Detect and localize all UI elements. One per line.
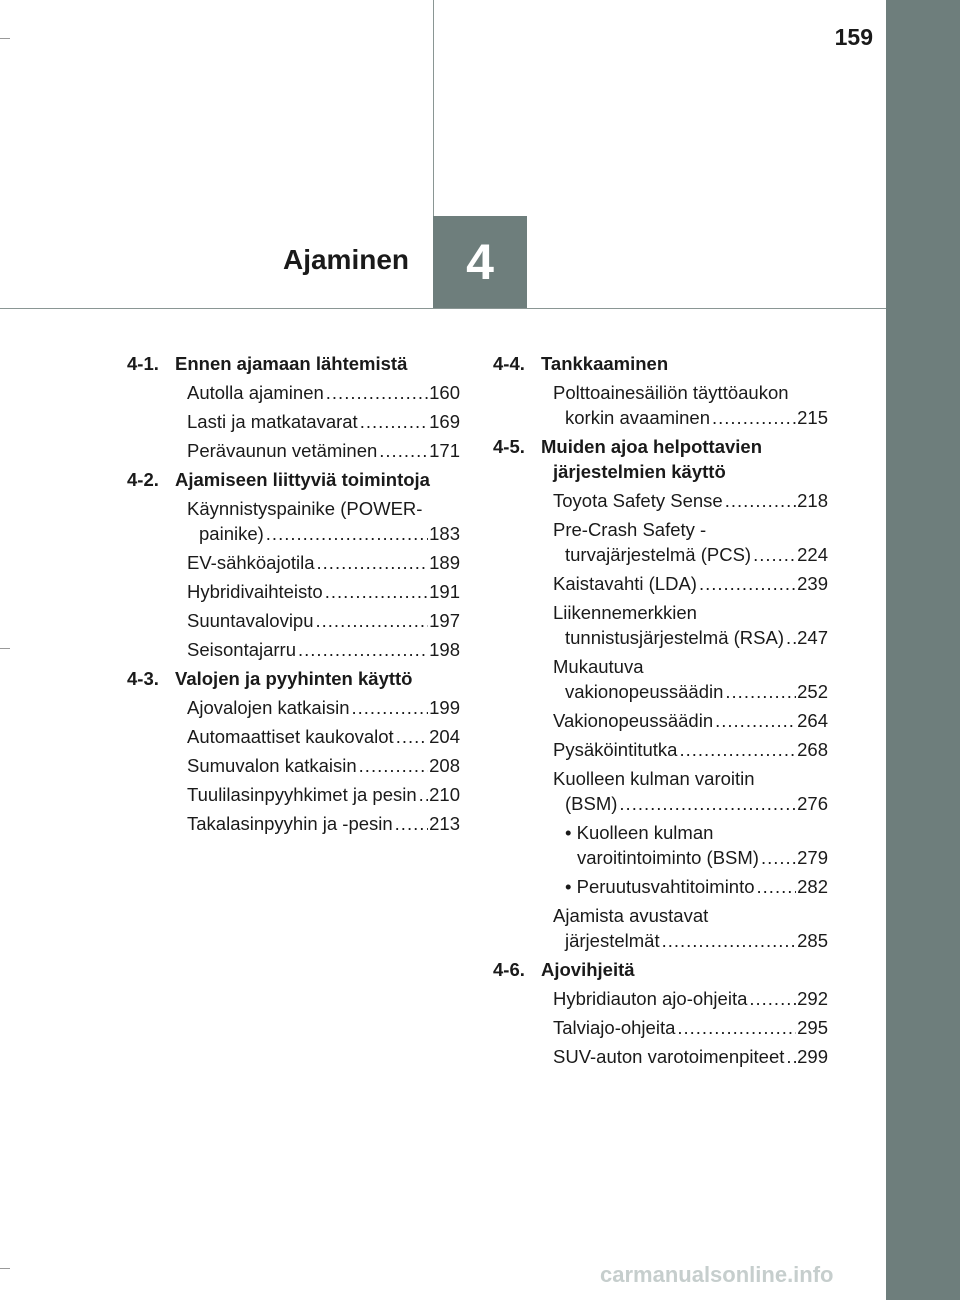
entry-page-number: 199: [429, 697, 460, 718]
toc-entry[interactable]: [493, 600, 828, 650]
entry-page-number: 264: [797, 710, 828, 731]
toc-entry[interactable]: [493, 488, 828, 513]
section-heading[interactable]: [127, 351, 460, 376]
section-number: 4-2.: [127, 469, 159, 490]
crop-mark: [0, 648, 10, 649]
page-number: 159: [834, 24, 873, 50]
entry-page-number: 218: [797, 490, 828, 511]
entry-title: Hybridivaihteisto .....: [187, 579, 428, 604]
entry-page-number: 213: [429, 813, 460, 834]
entry-page-number: 268: [797, 739, 828, 760]
section-title: Valojen ja pyyhinten käyttö: [175, 668, 413, 689]
toc-entry[interactable]: [493, 380, 828, 430]
entry-page-number: 285: [797, 930, 828, 951]
toc-section: [493, 434, 828, 953]
entry-page-number: 215: [797, 407, 828, 428]
section-number: 4-1.: [127, 353, 159, 374]
toc-entry[interactable]: [493, 1015, 828, 1040]
entry-page-number: 247: [797, 627, 828, 648]
crop-mark: [0, 1268, 10, 1269]
toc-column-right: [493, 351, 828, 1073]
toc-entry[interactable]: [493, 903, 828, 953]
section-heading[interactable]: [493, 351, 828, 376]
entry-title: Suuntavalovipu .....: [187, 608, 428, 633]
watermark: carmanualsonline.info: [600, 1262, 834, 1287]
toc-entry[interactable]: [493, 571, 828, 596]
entry-page-number: 204: [429, 726, 460, 747]
toc-entry[interactable]: [127, 579, 460, 604]
entry-page-number: 169: [429, 411, 460, 432]
toc-section: [127, 351, 460, 463]
section-number: 4-3.: [127, 668, 159, 689]
entry-page-number: 276: [797, 793, 828, 814]
toc-entry[interactable]: [493, 737, 828, 762]
entry-page-number: 171: [429, 440, 460, 461]
toc-entry[interactable]: [493, 1044, 828, 1069]
entry-page-number: 191: [429, 581, 460, 602]
chapter-title: Ajaminen: [282, 244, 409, 275]
entry-page-number: 295: [797, 1017, 828, 1038]
section-number: 4-4.: [493, 353, 525, 374]
entry-title: Kaistavahti (LDA) .....: [553, 571, 796, 596]
entry-page-number: 210: [429, 784, 460, 805]
entry-title: Takalasinpyyhin ja -pesin .....: [187, 811, 428, 836]
entry-title: Ajovalojen katkaisin .....: [187, 695, 428, 720]
entry-title: • Peruutusvahtitoiminto .....: [565, 874, 796, 899]
entry-title: Polttoainesäiliön täyttöaukon korkin avaaminen .....: [553, 380, 796, 430]
toc-section: [127, 467, 460, 662]
toc-entry[interactable]: [493, 517, 828, 567]
entry-page-number: 208: [429, 755, 460, 776]
entry-page-number: 183: [429, 523, 460, 544]
section-title: Ajovihjeitä: [541, 959, 635, 980]
toc-entry[interactable]: [493, 708, 828, 733]
section-number: 4-6.: [493, 959, 525, 980]
toc-column-left: [127, 351, 460, 840]
toc-entry[interactable]: [493, 874, 828, 899]
chapter-number-box: [433, 216, 527, 308]
entry-page-number: 239: [797, 573, 828, 594]
section-heading[interactable]: [127, 666, 460, 691]
entry-title: Autolla ajaminen .....: [187, 380, 428, 405]
toc-entry[interactable]: [127, 550, 460, 575]
entry-title: Pre-Crash Safety -turvajärjestelmä (PCS) .....: [553, 517, 796, 567]
toc-entry[interactable]: [493, 766, 828, 816]
entry-page-number: 160: [429, 382, 460, 403]
toc-entry[interactable]: [127, 782, 460, 807]
entry-title: Seisontajarru .....: [187, 637, 428, 662]
entry-title: Mukautuva vakionopeussäädin .....: [553, 654, 796, 704]
section-title: Ennen ajamaan lähtemistä: [175, 353, 408, 374]
section-heading[interactable]: [493, 434, 828, 484]
entry-title: EV-sähköajotila .....: [187, 550, 428, 575]
entry-page-number: 189: [429, 552, 460, 573]
section-heading[interactable]: [493, 957, 828, 982]
toc-entry[interactable]: [493, 986, 828, 1011]
section-title: Muiden ajoa helpottavien järjestelmien käyttö: [541, 436, 762, 482]
entry-title: Automaattiset kaukovalot .....: [187, 724, 428, 749]
entry-title: Liikennemerkkien tunnistusjärjestelmä (RSA) .....: [553, 600, 796, 650]
entry-page-number: 292: [797, 988, 828, 1009]
entry-page-number: 252: [797, 681, 828, 702]
entry-title: Pysäköintitutka .....: [553, 737, 796, 762]
toc-entry[interactable]: [127, 811, 460, 836]
toc-entry[interactable]: [127, 724, 460, 749]
toc-entry[interactable]: [127, 438, 460, 463]
toc-entry[interactable]: [127, 637, 460, 662]
entry-page-number: 299: [797, 1046, 828, 1067]
section-title: Tankkaaminen: [541, 353, 669, 374]
chapter-side-tab: [886, 0, 960, 1300]
entry-page-number: 279: [797, 847, 828, 868]
entry-title: Talviajo-ohjeita .....: [553, 1015, 796, 1040]
entry-title: Tuulilasinpyyhkimet ja pesin .....: [187, 782, 428, 807]
entry-title: Perävaunun vetäminen .....: [187, 438, 428, 463]
entry-page-number: 198: [429, 639, 460, 660]
divider-vertical: [433, 0, 434, 216]
toc-section: [493, 957, 828, 1069]
toc-entry[interactable]: [493, 654, 828, 704]
divider-horizontal: [0, 308, 886, 309]
entry-page-number: 282: [797, 876, 828, 897]
entry-title: Ajamista avustavat järjestelmät .....: [553, 903, 796, 953]
toc-entry[interactable]: [127, 380, 460, 405]
entry-title: Lasti ja matkatavarat .....: [187, 409, 428, 434]
entry-title: • Kuolleen kulman varoitintoiminto (BSM) .....: [565, 820, 796, 870]
toc-entry[interactable]: [127, 409, 460, 434]
entry-title: Hybridiauton ajo-ohjeita .....: [553, 986, 796, 1011]
toc-entry[interactable]: [127, 496, 460, 546]
entry-title: Kuolleen kulman varoitin (BSM) .....: [553, 766, 796, 816]
entry-page-number: 197: [429, 610, 460, 631]
entry-title: Vakionopeussäädin .....: [553, 708, 796, 733]
toc-entry[interactable]: [127, 695, 460, 720]
toc-section: [127, 666, 460, 836]
entry-title: Käynnistyspainike (POWER-painike) .....: [187, 496, 428, 546]
section-number: 4-5.: [493, 436, 525, 457]
entry-title: SUV-auton varotoimenpiteet .....: [553, 1044, 796, 1069]
entry-page-number: 224: [797, 544, 828, 565]
crop-mark: [0, 38, 10, 39]
entry-title: Toyota Safety Sense .....: [553, 488, 796, 513]
entry-title: Sumuvalon katkaisin .....: [187, 753, 428, 778]
toc-entry[interactable]: [493, 820, 828, 870]
chapter-number: 4: [466, 234, 494, 290]
toc-section: [493, 351, 828, 430]
toc-entry[interactable]: [127, 608, 460, 633]
section-title: Ajamiseen liittyviä toimintoja: [175, 469, 430, 490]
toc-entry[interactable]: [127, 753, 460, 778]
section-heading[interactable]: [127, 467, 460, 492]
